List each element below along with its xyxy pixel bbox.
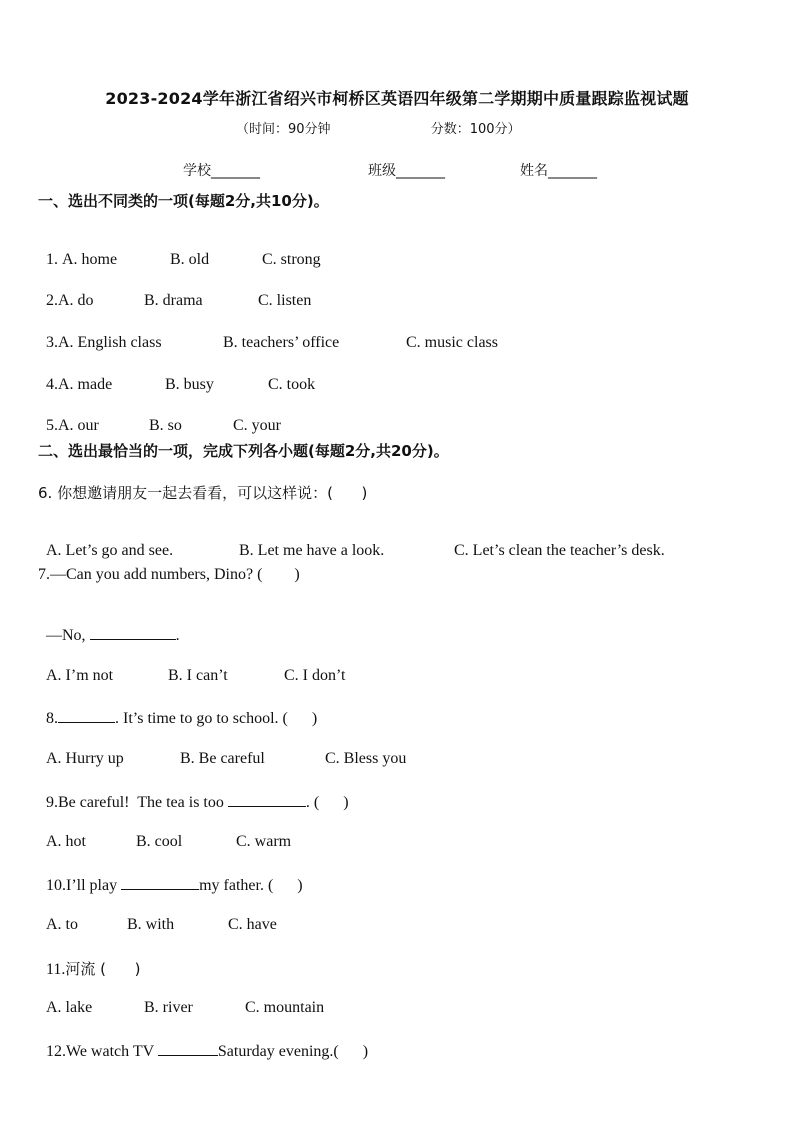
option-a: A. our [58, 417, 99, 434]
option-a: A. to [46, 916, 78, 933]
question-number: 8. [46, 710, 58, 727]
option-a: A. made [58, 376, 113, 393]
question-6-options [38, 524, 665, 560]
option-a: A. do [58, 292, 94, 309]
reply-end: . [175, 627, 180, 644]
option-c: C. Let’s clean the teacher’s desk. [454, 542, 665, 559]
question-7-reply [38, 607, 180, 645]
section1-heading: 一、选出不同类的一项(每题2分,共10分)。 [38, 192, 329, 210]
stem-end: . ( ) [305, 794, 349, 811]
option-a: A. lake [46, 999, 93, 1016]
option-b: B. drama [144, 292, 203, 309]
question-5 [38, 399, 281, 435]
question-10-options [38, 898, 277, 934]
option-b: B. old [170, 251, 210, 268]
question-9-stem [38, 774, 349, 812]
option-a: A. English class [58, 334, 162, 351]
question-6-stem: 6. 你想邀请朋友一起去看看，可以这样说：( ) [38, 484, 368, 502]
section2-heading: 二、选出最恰当的一项，完成下列各小题(每题2分,共20分)。 [38, 442, 449, 460]
option-b: B. Be careful [180, 750, 265, 767]
option-a: A. I’m not [46, 667, 114, 684]
question-number: 2. [46, 292, 58, 309]
option-c: C. strong [262, 251, 321, 268]
question-number: 3. [46, 334, 58, 351]
question-7-stem: 7.—Can you add numbers, Dino? ( ) [38, 566, 300, 583]
question-2 [38, 274, 311, 310]
time-info: （时间：90分钟 [236, 122, 331, 137]
score-info: 分数：100分） [430, 122, 521, 137]
option-c: C. took [268, 376, 316, 393]
reply-text: —No, [46, 627, 90, 644]
exam-info [236, 118, 521, 137]
school-field: 学校_______ [183, 163, 260, 179]
question-1 [38, 233, 321, 269]
stem-end: my father. ( ) [199, 877, 303, 894]
option-a: A. Hurry up [46, 750, 124, 767]
option-b: B. teachers’ office [223, 334, 340, 351]
stem-text: 河流 ( ) [65, 960, 141, 978]
answer-blank [158, 1041, 218, 1056]
class-field: 班级_______ [368, 163, 445, 179]
option-a: A. hot [46, 833, 86, 850]
option-c: C. have [228, 916, 277, 933]
option-a: A. home [62, 251, 118, 268]
question-4 [38, 358, 315, 394]
question-10-stem [38, 857, 303, 895]
option-c: C. I don’t [284, 667, 346, 684]
question-11-stem [38, 940, 141, 979]
option-a: A. Let’s go and see. [46, 542, 174, 559]
question-number: 4. [46, 376, 58, 393]
option-b: B. I can’t [168, 667, 228, 684]
option-b: B. cool [136, 833, 183, 850]
option-b: B. Let me have a look. [239, 542, 385, 559]
question-9-options [38, 815, 291, 851]
stem-text: 12.We watch TV [46, 1043, 158, 1060]
question-12-stem [38, 1023, 368, 1061]
stem-text: 10.I’ll play [46, 877, 122, 894]
option-c: C. Bless you [325, 750, 407, 767]
stem-end: Saturday evening.( ) [217, 1043, 369, 1060]
option-c: C. listen [258, 292, 312, 309]
option-c: C. warm [236, 833, 292, 850]
question-8-options [38, 732, 406, 768]
name-field: 姓名_______ [520, 163, 597, 179]
stem-text: . It’s time to go to school. ( ) [115, 710, 318, 727]
option-c: C. your [233, 417, 281, 434]
question-number: 1. [46, 251, 62, 268]
option-c: C. music class [406, 334, 498, 351]
option-c: C. mountain [245, 999, 325, 1016]
option-b: B. with [127, 916, 175, 933]
answer-blank [121, 875, 199, 890]
answer-blank [228, 792, 306, 807]
question-number: 5. [46, 417, 58, 434]
option-b: B. busy [165, 376, 214, 393]
option-b: B. river [144, 999, 193, 1016]
question-11-options [38, 981, 324, 1017]
question-3 [38, 316, 498, 352]
answer-blank [58, 708, 115, 723]
option-b: B. so [149, 417, 182, 434]
question-7-options [38, 649, 345, 685]
answer-blank [90, 625, 176, 640]
exam-title: 2023-2024学年浙江省绍兴市柯桥区英语四年级第二学期期中质量跟踪监视试题 [105, 89, 689, 108]
stem-text: 9.Be careful! The tea is too [46, 794, 228, 811]
question-8-stem [38, 690, 317, 728]
question-number: 11. [46, 961, 66, 978]
